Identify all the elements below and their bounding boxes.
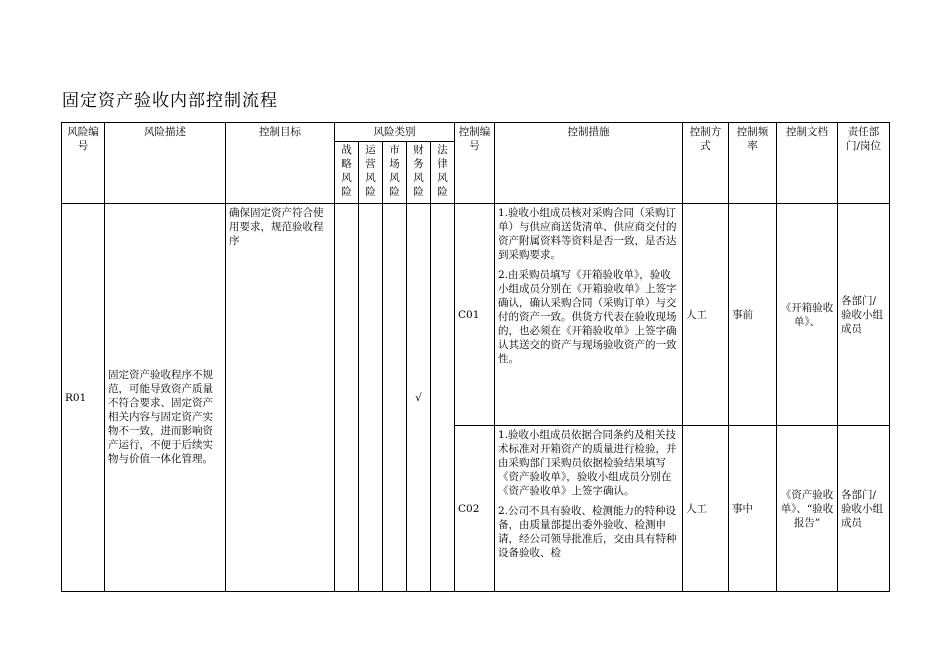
- document-c01: 《开箱验收单》、: [777, 204, 838, 426]
- header-objective: 控制目标: [226, 123, 335, 204]
- responsible-c01: 各部门/验收小组成员: [838, 204, 890, 426]
- risk-no-cell: R01: [62, 204, 105, 592]
- header-cat-market: 市场风险: [389, 144, 400, 198]
- header-risk-no: 风险编号: [62, 123, 105, 204]
- header-measures: 控制措施: [495, 123, 683, 204]
- cat-market-cell: [383, 204, 407, 592]
- measures-c02: [495, 426, 683, 592]
- header-method: 控制方式: [683, 123, 729, 204]
- header-cat-strategy: 战略风险: [341, 144, 352, 198]
- header-frequency: 控制频率: [729, 123, 777, 204]
- objective-cell: 确保固定资产符合使用要求，规范验收程序: [226, 204, 335, 592]
- measures-c01: [495, 204, 683, 426]
- header-cat-legal: 法律风险: [437, 144, 448, 198]
- method-c02: 人工: [683, 426, 729, 592]
- frequency-c02: 事中: [729, 426, 777, 592]
- header-risk-desc: 风险描述: [105, 123, 226, 204]
- control-table: [61, 122, 890, 592]
- control-no-c01: C01: [455, 204, 495, 426]
- header-control-no: 控制编号: [455, 123, 495, 204]
- responsible-c02: 各部门/验收小组成员: [838, 426, 890, 592]
- cat-operation-cell: [359, 204, 383, 592]
- measure-c02-1: 1.验收小组成员依据合同条约及相关技术标准对开箱资产的质量进行检验，并由采购部门采购员依据检验结果填写《资产验收单》，验收小组成员分别在《资产验收单》上签字确认。: [498, 429, 677, 497]
- risk-description-cell: 固定资产验收程序不规范，可能导致资产质量不符合要求、固定资产相关内容与固定资产实物不一致，进而影响资产运行，不便于后续实物与价值一体化管理。: [105, 204, 226, 592]
- measure-c01-2: 2.由采购员填写《开箱验收单》，验收小组成员分别在《开箱验收单》上签字确认，确认采购合同（采购订单）与交付的资产一致。供货方代表在验收现场的，也必须在《开箱验收单》上签字确认其送交的资产与现场验收资产的一致性。: [498, 269, 677, 365]
- header-responsible: 责任部门/岗位: [838, 123, 890, 204]
- page-title: 固定资产验收内部控制流程: [62, 91, 278, 111]
- cat-legal-cell: [431, 204, 455, 592]
- method-c01: 人工: [683, 204, 729, 426]
- cat-strategy-cell: [335, 204, 359, 592]
- control-no-c02: C02: [455, 426, 495, 592]
- cat-finance-cell: √: [407, 204, 431, 592]
- header-cat-operation: 运营风险: [365, 144, 376, 198]
- document-c02: 《资产验收单》、“验收报告”: [777, 426, 838, 592]
- frequency-c01: 事前: [729, 204, 777, 426]
- header-cat-finance: 财务风险: [413, 144, 424, 198]
- measure-c02-2: 2.公司不具有验收、检测能力的特种设备，由质量部提出委外验收、检测申请，经公司领导批准后，交由具有特种设备验收、检: [498, 505, 677, 559]
- header-document: 控制文档: [777, 123, 838, 204]
- measure-c01-1: 1.验收小组成员核对采购合同（采购订单）与供应商送货清单、供应商交付的资产附属资料等资料是否一致，是否达到采购要求。: [498, 207, 677, 261]
- header-risk-category: 风险类别: [335, 123, 455, 142]
